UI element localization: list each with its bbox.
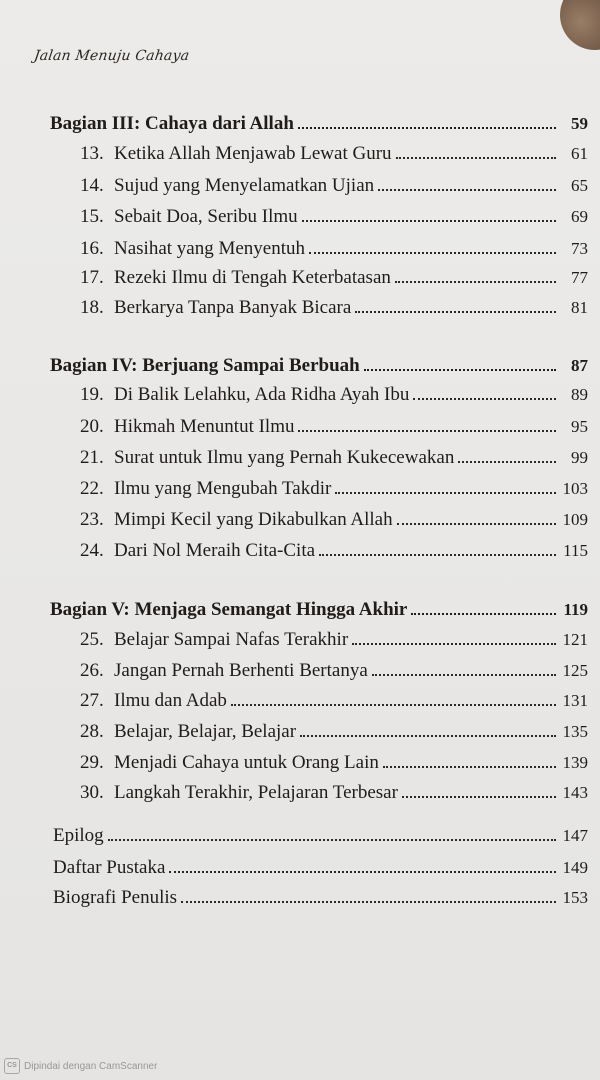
page-number: 143 bbox=[562, 783, 588, 802]
toc-entry-title: Belajar Sampai Nafas Terakhir bbox=[114, 629, 349, 650]
dot-leader bbox=[397, 523, 556, 525]
page-number: 61 bbox=[571, 144, 588, 163]
page-number: 95 bbox=[571, 417, 588, 436]
page-number: 131 bbox=[562, 691, 588, 710]
dot-leader bbox=[355, 311, 556, 313]
page-number: 153 bbox=[562, 888, 588, 907]
dot-leader bbox=[352, 643, 556, 645]
toc-backmatter-row bbox=[53, 887, 588, 909]
page-number: 73 bbox=[571, 239, 588, 258]
page-number: 65 bbox=[571, 176, 588, 195]
toc-chapter-row bbox=[80, 206, 588, 228]
toc-entry-title: Berkarya Tanpa Banyak Bicara bbox=[114, 297, 352, 318]
scanner-watermark-text: Dipindai dengan CamScanner bbox=[24, 1060, 158, 1072]
toc-chapter-row bbox=[80, 267, 588, 289]
page-number: 135 bbox=[562, 722, 588, 741]
toc-entry-title: Mimpi Kecil yang Dikabulkan Allah bbox=[114, 509, 393, 530]
dot-leader bbox=[302, 220, 556, 222]
page-number: 87 bbox=[571, 356, 588, 375]
toc-entry-title: Ilmu yang Mengubah Takdir bbox=[114, 478, 332, 499]
page-number: 147 bbox=[562, 826, 588, 845]
toc-chapter-row bbox=[80, 175, 588, 197]
toc-entry-title: Sebait Doa, Seribu Ilmu bbox=[114, 206, 298, 227]
toc-entry-title: Rezeki Ilmu di Tengah Keterbatasan bbox=[114, 267, 391, 288]
dot-leader bbox=[458, 461, 556, 463]
toc-entry-title: Hikmah Menuntut Ilmu bbox=[114, 416, 295, 437]
dot-leader bbox=[411, 613, 556, 615]
toc-part-row bbox=[50, 113, 588, 135]
toc-part-row bbox=[50, 355, 588, 377]
page-number: 99 bbox=[571, 448, 588, 467]
toc-chapter-row bbox=[80, 509, 588, 531]
chapter-number: 24. bbox=[80, 540, 104, 561]
toc-entry-title: Daftar Pustaka bbox=[53, 857, 166, 878]
page-number: 139 bbox=[562, 753, 588, 772]
toc-chapter-row bbox=[80, 629, 588, 651]
toc-chapter-row bbox=[80, 752, 588, 774]
page-number: 103 bbox=[562, 479, 588, 498]
toc-part-row bbox=[50, 599, 588, 621]
toc-entry-title: Sujud yang Menyelamatkan Ujian bbox=[114, 175, 375, 196]
dot-leader bbox=[319, 554, 556, 556]
chapter-number: 25. bbox=[80, 629, 104, 650]
dot-leader bbox=[378, 189, 556, 191]
dot-leader bbox=[402, 796, 556, 798]
page-number: 77 bbox=[571, 268, 588, 287]
toc-entry-title: Dari Nol Meraih Cita-Cita bbox=[114, 540, 316, 561]
page-number: 149 bbox=[562, 858, 588, 877]
toc-chapter-row bbox=[80, 384, 588, 406]
page-number: 119 bbox=[563, 600, 588, 619]
dot-leader bbox=[298, 430, 556, 432]
scanner-watermark bbox=[4, 1058, 157, 1074]
toc-chapter-row bbox=[80, 297, 588, 319]
running-header: Jalan Menuju Cahaya bbox=[32, 48, 191, 64]
page-number: 59 bbox=[571, 114, 588, 133]
chapter-number: 27. bbox=[80, 690, 104, 711]
chapter-number: 15. bbox=[80, 206, 104, 227]
toc-entry-title: Belajar, Belajar, Belajar bbox=[114, 721, 297, 742]
page-number: 121 bbox=[562, 630, 588, 649]
dot-leader bbox=[396, 157, 556, 159]
dot-leader bbox=[372, 674, 556, 676]
dot-leader bbox=[300, 735, 556, 737]
toc-chapter-row bbox=[80, 782, 588, 804]
dot-leader bbox=[309, 252, 556, 254]
toc-entry-title: Biografi Penulis bbox=[53, 887, 178, 908]
toc-chapter-row bbox=[80, 447, 588, 469]
camscanner-icon: CS bbox=[4, 1058, 20, 1074]
chapter-number: 30. bbox=[80, 782, 104, 803]
dot-leader bbox=[298, 127, 556, 129]
toc-chapter-row bbox=[80, 478, 588, 500]
chapter-number: 26. bbox=[80, 660, 104, 681]
toc-entry-title: Ketika Allah Menjawab Lewat Guru bbox=[114, 143, 392, 164]
page-number: 81 bbox=[571, 298, 588, 317]
dot-leader bbox=[335, 492, 556, 494]
toc-entry-title: Bagian IV: Berjuang Sampai Berbuah bbox=[50, 355, 360, 376]
toc-entry-title: Menjadi Cahaya untuk Orang Lain bbox=[114, 752, 379, 773]
chapter-number: 13. bbox=[80, 143, 104, 164]
page-number: 109 bbox=[562, 510, 588, 529]
chapter-number: 28. bbox=[80, 721, 104, 742]
toc-chapter-row bbox=[80, 660, 588, 682]
dot-leader bbox=[383, 766, 556, 768]
chapter-number: 22. bbox=[80, 478, 104, 499]
toc-entry-title: Di Balik Lelahku, Ada Ridha Ayah Ibu bbox=[114, 384, 410, 405]
toc-backmatter-row bbox=[53, 857, 588, 879]
toc-chapter-row bbox=[80, 540, 588, 562]
chapter-number: 17. bbox=[80, 267, 104, 288]
dot-leader bbox=[181, 901, 556, 903]
toc-entry-title: Ilmu dan Adab bbox=[114, 690, 227, 711]
toc-chapter-row bbox=[80, 690, 588, 712]
toc-chapter-row bbox=[80, 416, 588, 438]
toc-backmatter-row bbox=[53, 825, 588, 847]
dot-leader bbox=[413, 398, 556, 400]
toc-chapter-row bbox=[80, 143, 588, 165]
page-number: 125 bbox=[562, 661, 588, 680]
toc-entry-title: Bagian V: Menjaga Semangat Hingga Akhir bbox=[50, 599, 408, 620]
toc-entry-title: Bagian III: Cahaya dari Allah bbox=[50, 113, 294, 134]
toc-entry-title: Nasihat yang Menyentuh bbox=[114, 238, 306, 259]
chapter-number: 20. bbox=[80, 416, 104, 437]
page-number: 69 bbox=[571, 207, 588, 226]
chapter-number: 19. bbox=[80, 384, 104, 405]
chapter-number: 21. bbox=[80, 447, 104, 468]
page-number: 89 bbox=[571, 385, 588, 404]
chapter-number: 29. bbox=[80, 752, 104, 773]
dot-leader bbox=[231, 704, 556, 706]
page-number: 115 bbox=[563, 541, 588, 560]
chapter-number: 18. bbox=[80, 297, 104, 318]
toc-entry-title: Langkah Terakhir, Pelajaran Terbesar bbox=[114, 782, 398, 803]
toc-chapter-row bbox=[80, 238, 588, 260]
dot-leader bbox=[364, 369, 556, 371]
toc-entry-title: Surat untuk Ilmu yang Pernah Kukecewakan bbox=[114, 447, 455, 468]
dot-leader bbox=[169, 871, 556, 873]
chapter-number: 16. bbox=[80, 238, 104, 259]
dot-leader bbox=[108, 839, 556, 841]
toc-entry-title: Epilog bbox=[53, 825, 104, 846]
dot-leader bbox=[395, 281, 556, 283]
toc-entry-title: Jangan Pernah Berhenti Bertanya bbox=[114, 660, 368, 681]
chapter-number: 23. bbox=[80, 509, 104, 530]
chapter-number: 14. bbox=[80, 175, 104, 196]
toc-chapter-row bbox=[80, 721, 588, 743]
